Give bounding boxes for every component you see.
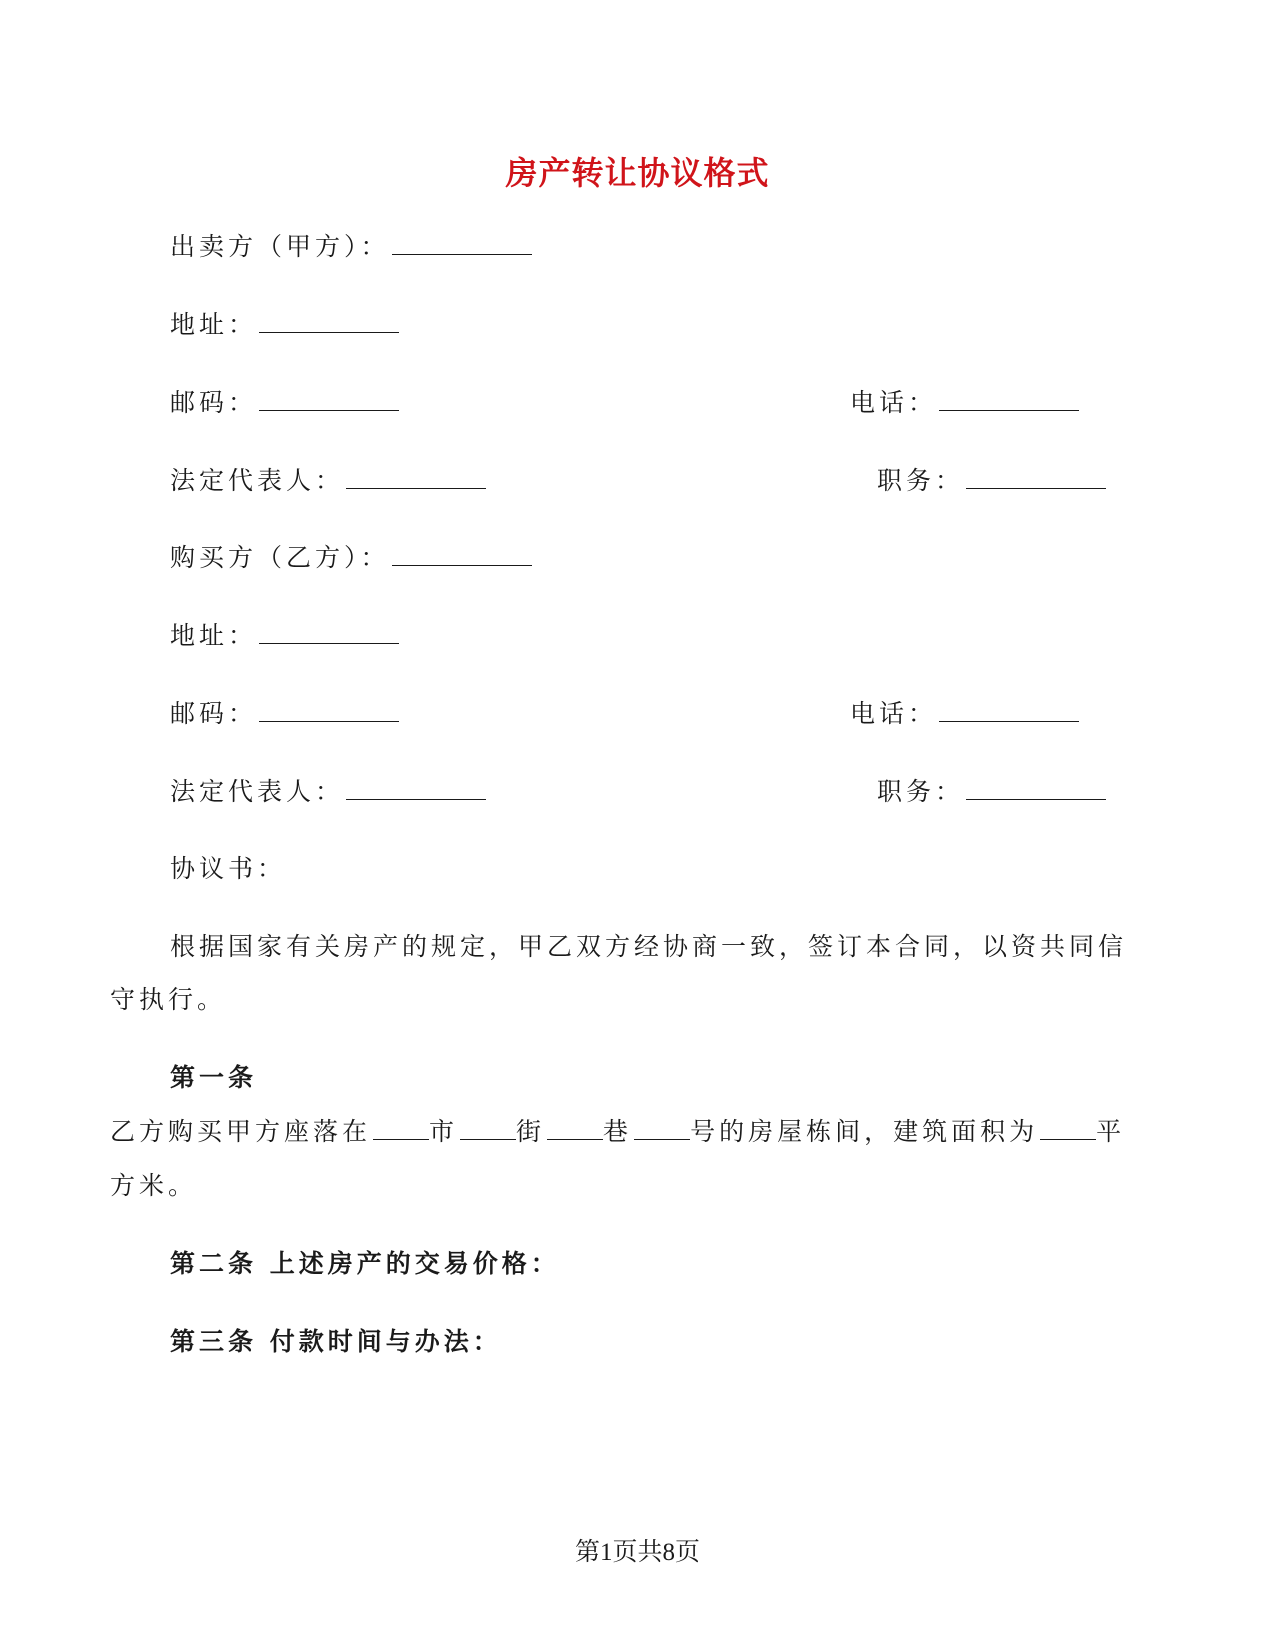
buyer-phone-blank[interactable]: [939, 699, 1079, 722]
article1-seg1: 乙方购买甲方座落在: [110, 1117, 372, 1146]
seller-party-row: [170, 230, 532, 264]
seller-party-label: 出卖方（甲方）：: [170, 232, 390, 261]
buyer-phone-row: [850, 697, 1079, 731]
buyer-position-blank[interactable]: [966, 777, 1106, 800]
intro-paragraph-line1: 根据国家有关房产的规定，甲乙双方经协商一致，签订本合同，以资共同信: [170, 932, 1128, 961]
article1-seg2: 市: [429, 1117, 459, 1146]
article1-body-line1: [110, 1115, 1125, 1149]
buyer-rep-blank[interactable]: [346, 777, 486, 800]
seller-address-row: [170, 308, 399, 342]
buyer-zip-blank[interactable]: [259, 699, 399, 722]
buyer-name-blank[interactable]: [392, 543, 532, 566]
area-blank[interactable]: [1040, 1117, 1096, 1140]
buyer-phone-label: 电话：: [850, 699, 938, 728]
seller-zip-blank[interactable]: [259, 388, 399, 411]
buyer-position-label: 职务：: [877, 777, 965, 806]
seller-address-label: 地址：: [170, 310, 258, 339]
article1-seg3: 街: [516, 1117, 546, 1146]
seller-position-row: [877, 464, 1106, 498]
page-footer: 第1页共8页: [574, 1539, 700, 1566]
seller-zip-label: 邮码：: [170, 388, 258, 417]
seller-position-blank[interactable]: [966, 466, 1106, 489]
buyer-address-row: [170, 619, 399, 653]
article1-heading: 第一条: [170, 1063, 258, 1092]
article1-body-line2: 方米。: [110, 1171, 198, 1200]
seller-name-blank[interactable]: [392, 232, 532, 255]
seller-address-blank[interactable]: [259, 310, 399, 333]
seller-position-label: 职务：: [877, 466, 965, 495]
seller-zip-row: [170, 386, 399, 420]
lane-blank[interactable]: [547, 1117, 603, 1140]
buyer-party-label: 购买方（乙方）：: [170, 543, 390, 572]
buyer-party-row: [170, 541, 532, 575]
street-blank[interactable]: [460, 1117, 516, 1140]
intro-paragraph-line2: 守执行。: [110, 985, 227, 1014]
buyer-address-label: 地址：: [170, 621, 258, 650]
buyer-rep-label: 法定代表人：: [170, 777, 345, 806]
article1-seg4: 巷: [603, 1117, 633, 1146]
buyer-zip-label: 邮码：: [170, 699, 258, 728]
article1-seg5: 号的房屋栋间，建筑面积为: [690, 1117, 1039, 1146]
buyer-rep-row: [170, 775, 486, 809]
seller-phone-blank[interactable]: [939, 388, 1079, 411]
buyer-zip-row: [170, 697, 399, 731]
agreement-label: 协议书：: [170, 854, 287, 883]
seller-rep-row: [170, 464, 486, 498]
seller-rep-label: 法定代表人：: [170, 466, 345, 495]
article2-heading: 第二条 上述房产的交易价格：: [170, 1249, 560, 1278]
seller-rep-blank[interactable]: [346, 466, 486, 489]
seller-phone-row: [850, 386, 1079, 420]
buyer-address-blank[interactable]: [259, 621, 399, 644]
page-title: 房产转让协议格式: [505, 154, 770, 192]
city-blank[interactable]: [373, 1117, 429, 1140]
seller-phone-label: 电话：: [850, 388, 938, 417]
article1-seg6: 平: [1096, 1117, 1126, 1146]
buyer-position-row: [877, 775, 1106, 809]
article3-heading: 第三条 付款时间与办法：: [170, 1327, 502, 1356]
number-blank[interactable]: [634, 1117, 690, 1140]
